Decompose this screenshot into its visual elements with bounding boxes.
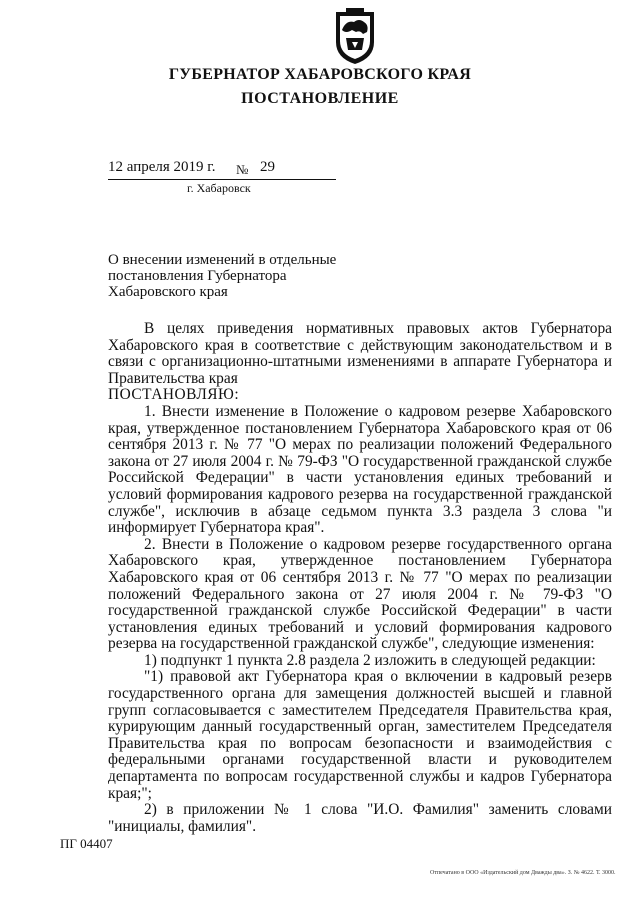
printer-imprint: Отпечатано в ООО «Издательский дом Дважды два». З. № 4622. Т. 3000. xyxy=(430,870,616,876)
date-number-line xyxy=(108,159,336,180)
document-date: 12 апреля 2019 г. xyxy=(108,159,216,175)
intro-paragraph: В целях приведения нормативных правовых актов Губернатора Хабаровского края в соответствие с действующим законодательством и в связи с организационно-штатными изменениями в аппарате Губернатора и Правительства края xyxy=(108,320,612,387)
paragraph-2-1-text: "1) правовой акт Губернатора края о включении в кадровый резерв государственного органа для замещения должностей высшей и главной групп согласовывается с заместителем Председателя Правительства края, курирующим данный государственный орган, заместителем Председателя Правительства края по вопросам безопасности и взаимодействия с федеральными органами государственной власти и руководителем департамента по вопросам государственной службы и кадров Губернатора края;"; xyxy=(108,668,612,802)
paragraph-2-1: 1) подпункт 1 пункта 2.8 раздела 2 изложить в следующей редакции: xyxy=(144,651,596,669)
decree-word: ПОСТАНОВЛЯЮ: xyxy=(108,386,240,404)
issuer-title: ГУБЕРНАТОР ХАБАРОВСКОГО КРАЯ xyxy=(168,66,472,83)
coat-of-arms-icon xyxy=(332,8,378,66)
document-city: г. Хабаровск xyxy=(187,181,251,195)
paragraph-1: 1. Внести изменение в Положение о кадровом резерве Хабаровского края, утвержденное постановлением Губернатора Хабаровского края от 06 сентября 2013 г. № 77 "О мерах по реализации положений Федерального закона от 27 июля 2004 г. № 79-ФЗ "О государственной гражданской службе Российской Федерации" в части установления единых требований и условий формирования кадрового резерва на государственной гражданской службе", исключив в абзаце седьмом пункта 3.3 раздела 3 слова "и информирует Губернатора края". xyxy=(108,402,612,537)
document-body xyxy=(108,321,612,835)
document-code: ПГ 04407 xyxy=(60,836,113,851)
paragraph-2: 2. Внести в Положение о кадровом резерве государственного органа Хабаровского края, утвержденное постановлением Губернатора Хабаровского края от 06 сентября 2013 г. № 77 "О мерах по реализации положений Федерального закона от 27 июля 2004 г. № 79-ФЗ "О государственной гражданской службе Российской Федерации" в части установления единых требований и условий формирования кадрового резерва на государственной гражданской службе", следующие изменения: xyxy=(108,535,612,653)
document-type: ПОСТАНОВЛЕНИЕ xyxy=(241,90,399,107)
number-sign: № xyxy=(236,162,249,177)
document-subject: О внесении изменений в отдельные постановления Губернатора Хабаровского края xyxy=(108,252,337,300)
document-number: 29 xyxy=(260,159,275,175)
paragraph-2-2: 2) в приложении № 1 слова "И.О. Фамилия" заменить словами "инициалы, фамилия". xyxy=(108,801,612,835)
